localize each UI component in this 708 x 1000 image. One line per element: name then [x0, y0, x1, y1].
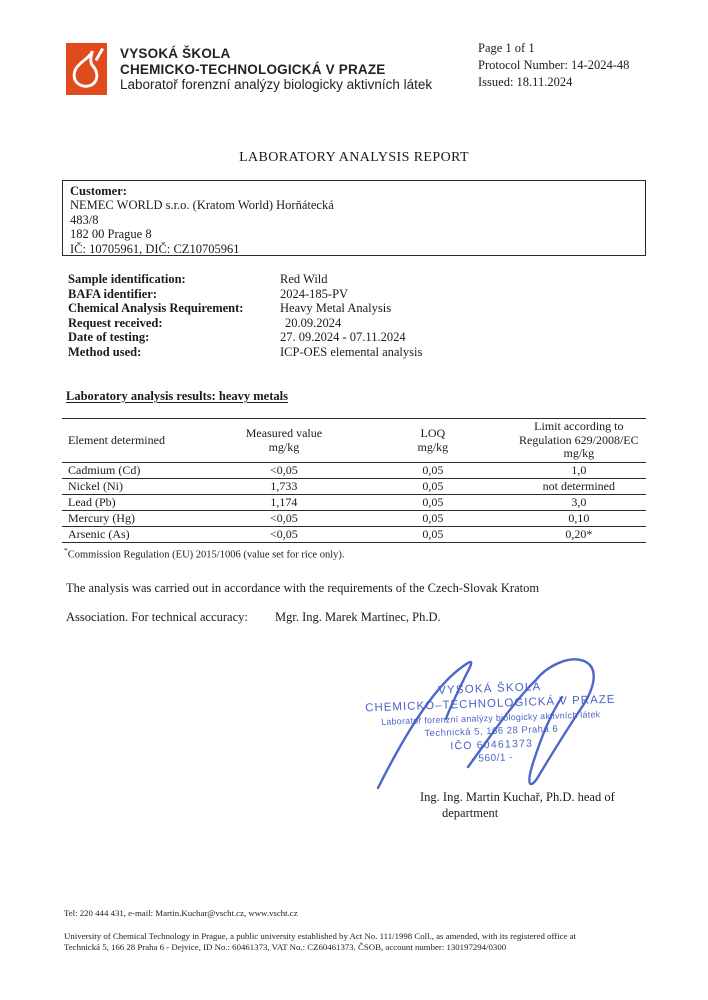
testing-date-value: 27. 09.2024 - 07.11.2024 — [280, 330, 406, 345]
limit-cell: not determined — [512, 479, 646, 495]
flask-drop-icon — [66, 43, 107, 95]
limit-cell: 3,0 — [512, 495, 646, 511]
method-used-label: Method used: — [68, 344, 142, 359]
header — [66, 43, 432, 95]
signatory-block — [420, 790, 615, 821]
limit-cell: 1,0 — [512, 463, 646, 479]
analysis-req-value: Heavy Metal Analysis — [280, 301, 392, 316]
accuracy-label: Association. For technical accuracy: — [66, 610, 248, 624]
col-element — [62, 419, 214, 463]
col-loq-label: LOQ — [420, 426, 446, 440]
customer-city: 182 00 Prague 8 — [70, 227, 152, 242]
stamp-line-3: Laboratoř forenzní analýzy biologicky aktivních látek — [381, 709, 601, 727]
results-table — [62, 418, 646, 543]
request-received-label: Request received: — [68, 315, 163, 330]
signatory-department: department — [442, 805, 499, 820]
sample-info-row — [68, 330, 628, 345]
statement-line1: The analysis was carried out in accordance with the requirements of the Czech-Slovak Kratom — [66, 581, 540, 595]
footer-legal — [64, 931, 576, 954]
measured-cell: 1,733 — [214, 479, 354, 495]
table-header-row — [62, 419, 646, 463]
customer-address-number: 483/8 — [70, 212, 99, 227]
col-element-label: Element determined — [68, 432, 165, 447]
request-received-value: 20.09.2024 — [285, 315, 342, 330]
testing-date-label: Date of testing: — [68, 330, 150, 345]
customer-label: Customer: — [70, 184, 127, 198]
element-cell: Nickel (Ni) — [62, 479, 214, 495]
org-name-block — [120, 43, 432, 95]
customer-name: NEMEC WORLD s.r.o. (Kratom World) Horňátecká — [70, 198, 334, 213]
bafa-id-value: 2024-185-PV — [280, 286, 349, 301]
footer-legal-line2: Technická 5, 166 28 Praha 6 - Dejvice, ID No.: 60461373, VAT No.: CZ60461373. ČSOB, account number: 130197294/0300 — [64, 942, 507, 953]
measured-cell: <0,05 — [214, 511, 354, 527]
measured-cell: 1,174 — [214, 495, 354, 511]
customer-box — [62, 180, 646, 256]
method-used-value: ICP-OES elemental analysis — [280, 344, 423, 359]
element-cell: Cadmium (Cd) — [62, 463, 214, 479]
official-stamp — [340, 678, 643, 769]
loq-cell: 0,05 — [354, 511, 512, 527]
sample-info-row — [68, 272, 628, 287]
col-limit-label1: Limit according to — [534, 419, 624, 434]
analysis-req-label: Chemical Analysis Requirement: — [68, 301, 244, 316]
col-measured-label: Measured value — [245, 426, 323, 440]
measured-cell: <0,05 — [214, 527, 354, 543]
bafa-id-label: BAFA identifier: — [68, 286, 157, 301]
col-limit-unit: mg/kg — [563, 446, 595, 461]
statement-line2 — [66, 610, 626, 625]
stamp-line-5: IČO 60461373 — [450, 737, 534, 753]
col-loq — [354, 419, 512, 463]
table-row — [62, 479, 646, 495]
loq-cell: 0,05 — [354, 495, 512, 511]
stamp-line-1: VYSOKÁ ŠKOLA — [437, 681, 542, 697]
element-cell: Mercury (Hg) — [62, 511, 214, 527]
footnote-marker: * — [64, 546, 68, 555]
measured-cell: <0,05 — [214, 463, 354, 479]
loq-cell: 0,05 — [354, 527, 512, 543]
table-row — [62, 527, 646, 543]
org-subtitle: Laboratoř forenzní analýzy biologicky aktivních látek — [120, 77, 433, 92]
col-limit-label2: Regulation 629/2008/EC — [518, 432, 639, 447]
sample-info-section — [68, 272, 628, 360]
org-name-line2: CHEMICKO-TECHNOLOGICKÁ V PRAZE — [120, 61, 386, 77]
table-row — [62, 495, 646, 511]
footnote-text: Commission Regulation (EU) 2015/1006 (value set for rice only). — [67, 549, 345, 561]
table-footnote — [64, 546, 345, 561]
sample-info-row — [68, 287, 628, 302]
signatory-name: Ing. Ing. Martin Kuchař, Ph.D. head of — [420, 790, 615, 804]
stamp-line-2: CHEMICKO–TECHNOLOGICKÁ V PRAZE — [364, 693, 616, 715]
sample-info-row — [68, 316, 628, 331]
col-limit — [512, 419, 646, 463]
limit-cell: 0,20* — [512, 527, 646, 543]
sample-id-value: Red Wild — [280, 272, 328, 286]
stamp-line-4: Technická 5, 166 28 Praha 6 — [424, 723, 559, 740]
results-heading: Laboratory analysis results: heavy metals — [66, 389, 288, 403]
loq-cell: 0,05 — [354, 463, 512, 479]
element-cell: Lead (Pb) — [62, 495, 214, 511]
sample-info-row — [68, 345, 628, 360]
protocol-number: Protocol Number: 14-2024-48 — [478, 58, 630, 72]
col-measured — [214, 419, 354, 463]
page-title: LABORATORY ANALYSIS REPORT — [239, 150, 469, 165]
issued-date: Issued: 18.11.2024 — [478, 75, 573, 89]
table-row — [62, 463, 646, 479]
sample-info-row — [68, 301, 628, 316]
page-number: Page 1 of 1 — [478, 41, 535, 55]
sample-id-label: Sample identification: — [68, 272, 186, 286]
limit-cell: 0,10 — [512, 511, 646, 527]
element-cell: Arsenic (As) — [62, 527, 214, 543]
col-loq-unit: mg/kg — [417, 439, 449, 454]
footer-contact: Tel: 220 444 431, e-mail: Martin.Kuchar@vscht.cz, www.vscht.cz — [64, 908, 298, 918]
org-name-line1: VYSOKÁ ŠKOLA — [120, 46, 231, 61]
uct-prague-logo-icon — [66, 43, 107, 95]
footer-legal-line1: University of Chemical Technology in Prague, a public university established by Act No. 111/1998 Coll., as amended, with its registered office at — [64, 931, 576, 941]
protocol-info-block — [478, 40, 629, 91]
table-row — [62, 511, 646, 527]
loq-cell: 0,05 — [354, 479, 512, 495]
customer-ids: IČ: 10705961, DIČ: CZ10705961 — [70, 241, 240, 256]
accuracy-person: Mgr. Ing. Marek Martinec, Ph.D. — [275, 610, 441, 624]
stamp-line-6: - 560/1 - — [471, 752, 514, 765]
col-measured-unit: mg/kg — [268, 439, 300, 454]
